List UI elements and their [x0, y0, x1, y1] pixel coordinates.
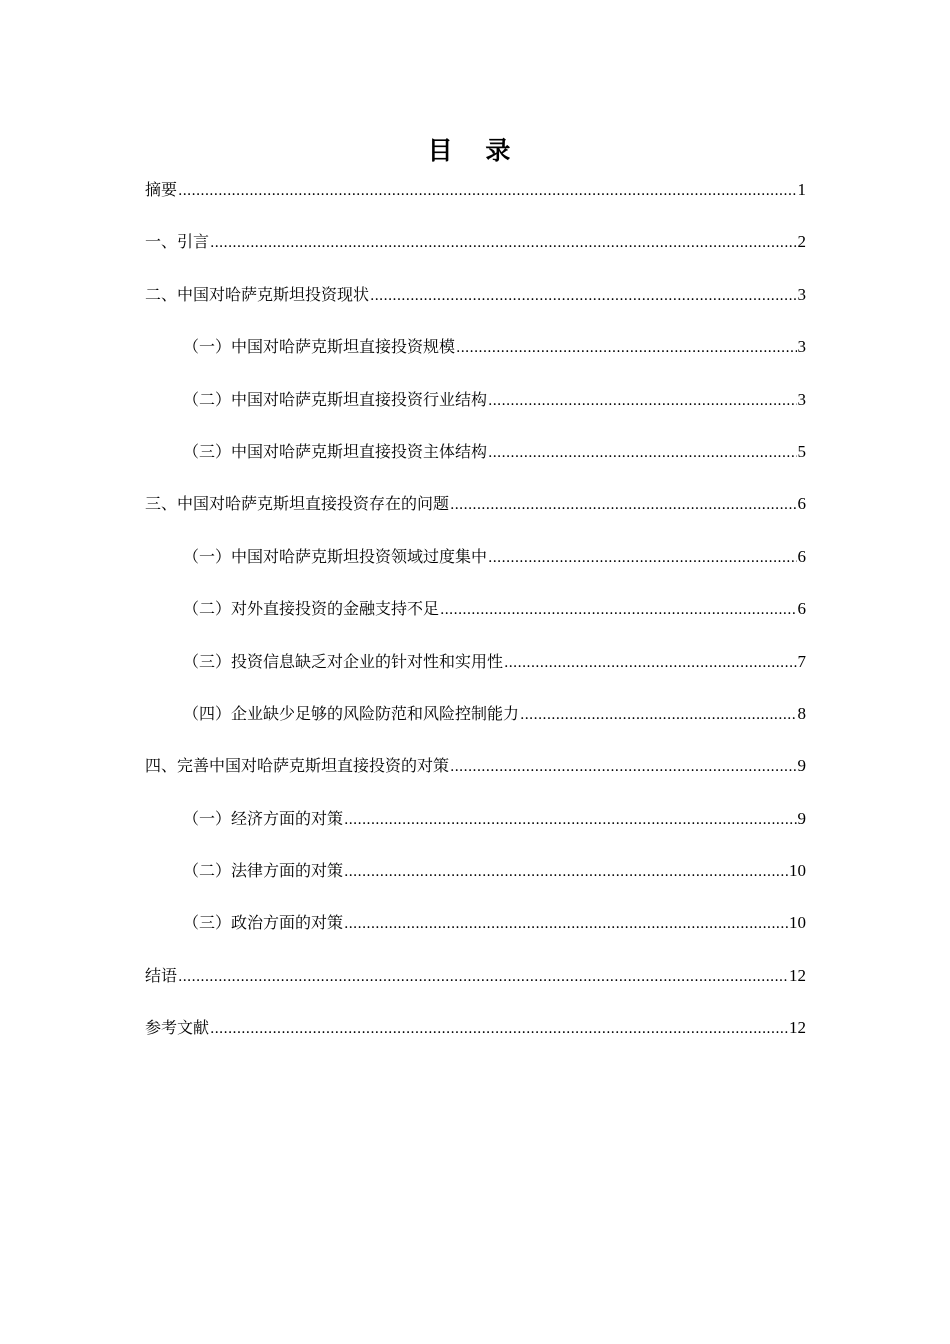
- toc-entry-page: 1: [797, 180, 806, 199]
- toc-leader-dots: [488, 427, 796, 479]
- toc-leader-dots: [344, 794, 796, 846]
- toc-entry[interactable]: [145, 950, 806, 1002]
- toc-entry[interactable]: [145, 1002, 806, 1054]
- toc-leader-dots: [440, 584, 796, 636]
- toc-leader-dots: [488, 532, 796, 584]
- toc-entry-label: （四）企业缺少足够的风险防范和风险控制能力: [183, 703, 520, 723]
- toc-entry-page: 2: [797, 232, 806, 252]
- toc-entry[interactable]: [145, 216, 806, 268]
- toc-leader-dots: [456, 322, 796, 374]
- toc-entry[interactable]: [145, 426, 806, 478]
- toc-entry-page: 3: [797, 284, 806, 304]
- toc-entry-page: 7: [797, 651, 806, 671]
- toc-entry[interactable]: [145, 740, 806, 792]
- toc-entry[interactable]: [145, 583, 806, 635]
- toc-leader-dots: [210, 1003, 788, 1055]
- toc-leader-dots: [488, 375, 796, 427]
- toc-entry-page: 9: [797, 808, 806, 828]
- toc-entry-page: 9: [797, 756, 806, 776]
- toc-leader-dots: [504, 637, 796, 689]
- toc-entry-page: 8: [797, 703, 806, 723]
- toc-entry-page: 10: [789, 913, 806, 933]
- toc-entry-label: （三）中国对哈萨克斯坦直接投资主体结构: [183, 441, 488, 461]
- toc-entry-label: 三、中国对哈萨克斯坦直接投资存在的问题: [145, 494, 450, 514]
- toc-entry-label: 结语: [145, 965, 178, 985]
- toc-entry[interactable]: [145, 688, 806, 740]
- toc-leader-dots: [178, 165, 796, 217]
- toc-entry-page: 3: [797, 337, 806, 357]
- toc-entry-label: （二）法律方面的对策: [183, 861, 344, 881]
- toc-entry-page: 12: [789, 965, 806, 985]
- toc-entry-label: （二）对外直接投资的金融支持不足: [183, 599, 440, 619]
- toc-entry-page: 3: [797, 389, 806, 409]
- toc-entry-label: 一、引言: [145, 232, 210, 252]
- toc-entry[interactable]: [145, 321, 806, 373]
- toc-entry-label: 二、中国对哈萨克斯坦投资现状: [145, 284, 370, 304]
- toc-leader-dots: [370, 270, 796, 322]
- toc-entry[interactable]: [145, 793, 806, 845]
- toc-entry[interactable]: [145, 374, 806, 426]
- toc-entry[interactable]: [145, 845, 806, 897]
- table-of-contents: [145, 164, 806, 1055]
- toc-entry-label: （二）中国对哈萨克斯坦直接投资行业结构: [183, 389, 488, 409]
- toc-entry-label: 摘要: [145, 180, 178, 199]
- toc-entry-label: （一）经济方面的对策: [183, 808, 344, 828]
- toc-leader-dots: [450, 741, 796, 793]
- toc-entry[interactable]: [145, 897, 806, 949]
- toc-entry[interactable]: [145, 636, 806, 688]
- toc-entry[interactable]: [145, 478, 806, 530]
- toc-entry-label: 参考文献: [145, 1018, 210, 1038]
- toc-entry-label: （一）中国对哈萨克斯坦投资领域过度集中: [183, 546, 488, 566]
- toc-leader-dots: [344, 846, 788, 898]
- toc-leader-dots: [210, 217, 796, 269]
- toc-entry-page: 6: [797, 599, 806, 619]
- toc-entry-label: （三）投资信息缺乏对企业的针对性和实用性: [183, 651, 504, 671]
- toc-title: 目 录: [427, 136, 523, 165]
- toc-leader-dots: [344, 898, 788, 950]
- toc-entry-page: 10: [789, 861, 806, 881]
- toc-entry-page: 5: [797, 441, 806, 461]
- toc-leader-dots: [178, 951, 788, 1003]
- toc-entry-page: 6: [797, 546, 806, 566]
- toc-entry-label: （一）中国对哈萨克斯坦直接投资规模: [183, 337, 456, 357]
- toc-entry-page: 6: [797, 494, 806, 514]
- toc-leader-dots: [450, 479, 796, 531]
- toc-entry[interactable]: [145, 531, 806, 583]
- toc-entry[interactable]: [145, 164, 806, 216]
- toc-entry-label: （三）政治方面的对策: [183, 913, 344, 933]
- toc-entry-label: 四、完善中国对哈萨克斯坦直接投资的对策: [145, 756, 450, 776]
- toc-entry-page: 12: [789, 1018, 806, 1038]
- toc-leader-dots: [520, 689, 796, 741]
- toc-entry[interactable]: [145, 269, 806, 321]
